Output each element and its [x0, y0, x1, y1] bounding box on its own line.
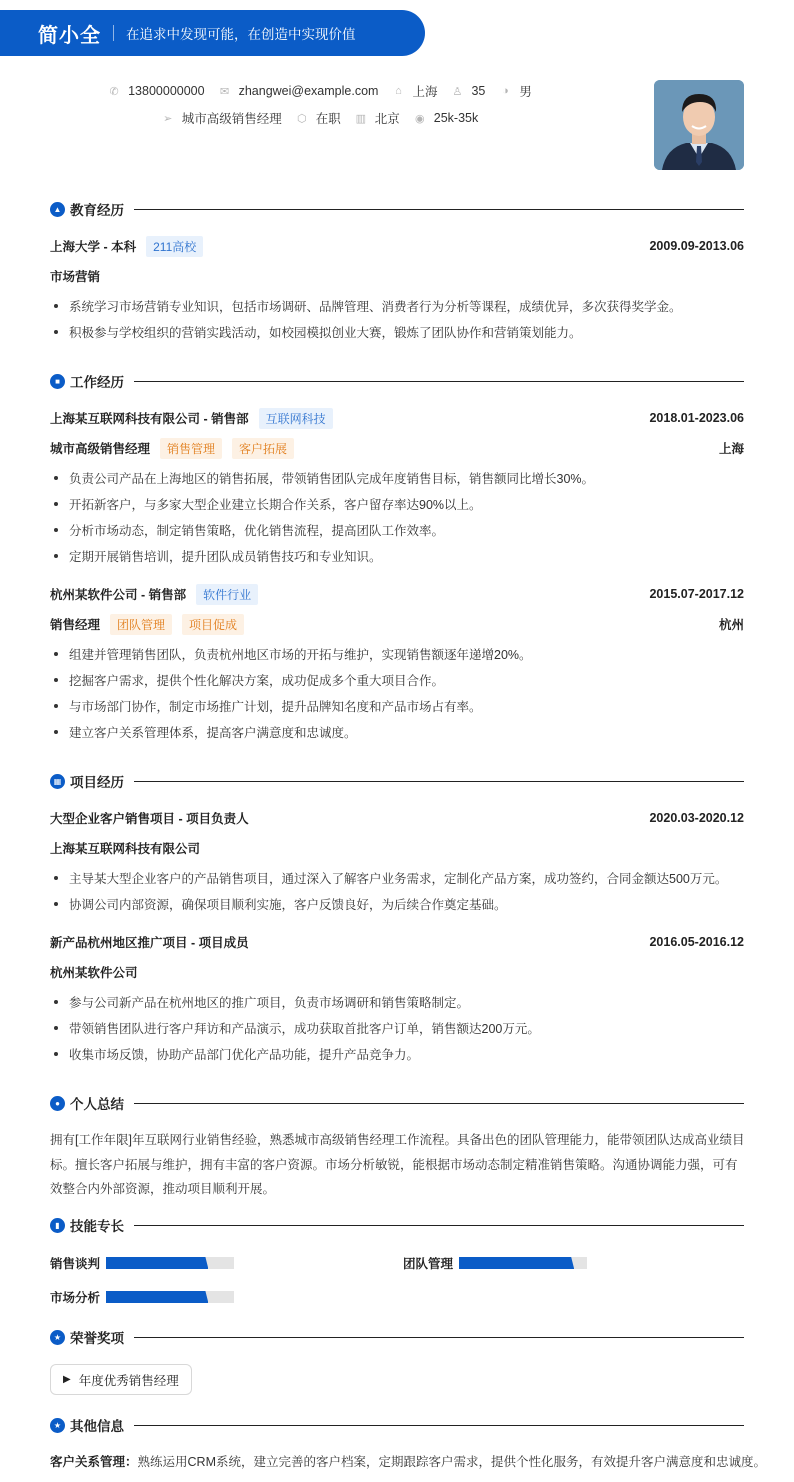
target-city-value: 北京 — [374, 112, 400, 126]
contact-gender — [499, 82, 532, 100]
education-header — [50, 236, 744, 256]
skill-bar-fill — [459, 1257, 574, 1269]
contact-phone — [108, 84, 204, 98]
contact-row-2 — [0, 107, 640, 129]
phone-icon: ✆ — [109, 85, 119, 98]
section-title: 项目经历 — [70, 775, 124, 790]
skill-bar-fill — [106, 1291, 208, 1303]
project-period: 2016.05-2016.12 — [649, 935, 744, 949]
section-divider — [134, 1225, 744, 1226]
age-icon: ♙ — [452, 85, 463, 98]
work-location: 杭州 — [718, 618, 744, 632]
contact-target-city — [355, 109, 400, 127]
skill-tag: 团队管理 — [110, 614, 172, 635]
school-name: 上海大学 - 本科 — [50, 240, 137, 254]
divider — [113, 25, 114, 41]
candidate-name: 简小全 — [38, 24, 101, 47]
gender-value: 男 — [519, 85, 532, 99]
project-company-row — [50, 838, 744, 858]
project-period: 2020.03-2020.12 — [649, 811, 744, 825]
skill-bar-fill — [106, 1257, 208, 1269]
list-item: 与市场部门协作，制定市场推广计划，提升品牌知名度和产品市场占有率。 — [50, 696, 744, 716]
contact-city — [392, 82, 437, 100]
skill-tag: 项目促成 — [182, 614, 244, 635]
company-name: 杭州某软件公司 - 销售部 — [50, 588, 187, 602]
skill-tag: 销售管理 — [160, 438, 222, 459]
list-item: 系统学习市场营销专业知识，包括市场调研、品牌管理、消费者行为分析等课程，成绩优异，多次获得奖学金。 — [50, 296, 744, 316]
work-header — [50, 408, 744, 428]
list-item: 建立客户关系管理体系，提高客户满意度和忠诚度。 — [50, 722, 744, 742]
section-awards — [50, 1327, 744, 1347]
contact-row-1 — [0, 80, 640, 102]
section-title: 教育经历 — [70, 203, 124, 218]
list-item: 参与公司新产品在杭州地区的推广项目，负责市场调研和销售策略制定。 — [50, 992, 744, 1012]
skill-item — [50, 1253, 234, 1273]
avatar-portrait — [654, 80, 744, 170]
other-info — [50, 1452, 766, 1470]
info-star-icon: ★ — [50, 1418, 65, 1433]
section-divider — [134, 781, 744, 782]
contact-info — [0, 80, 640, 134]
project-company: 杭州某软件公司 — [50, 966, 138, 980]
status-value: 在职 — [315, 112, 341, 126]
briefcase-icon: ■ — [50, 374, 65, 389]
skill-bar — [106, 1257, 234, 1269]
section-title: 荣誉奖项 — [70, 1331, 124, 1346]
age-value: 35 — [471, 84, 486, 98]
home-icon: ⌂ — [395, 85, 402, 97]
section-work — [50, 371, 744, 391]
work-header — [50, 584, 744, 604]
skill-name: 团队管理 — [403, 1257, 454, 1271]
company-name: 上海某互联网科技有限公司 - 销售部 — [50, 412, 249, 426]
section-skills — [50, 1215, 744, 1235]
project-grid-icon: ▦ — [50, 774, 65, 789]
project-name: 新产品杭州地区推广项目 - 项目成员 — [50, 936, 249, 950]
list-item: 组建并管理销售团队，负责杭州地区市场的开拓与维护，实现销售额逐年递增20%。 — [50, 644, 744, 664]
motto: 在追求中发现可能，在创造中实现价值 — [126, 27, 356, 42]
project-company: 上海某互联网科技有限公司 — [50, 842, 201, 856]
work-location: 上海 — [718, 442, 744, 456]
project-name: 大型企业客户销售项目 - 项目负责人 — [50, 812, 249, 826]
school-tag: 211高校 — [146, 236, 203, 257]
job-title: 销售经理 — [50, 618, 101, 632]
section-divider — [134, 1337, 744, 1338]
bar-chart-icon: ▮ — [50, 1218, 65, 1233]
contact-age — [451, 84, 485, 98]
list-item: 带领销售团队进行客户拜访和产品演示，成功获取首批客户订单，销售额达200万元。 — [50, 1018, 744, 1038]
skill-item — [403, 1253, 587, 1273]
award-item — [50, 1364, 192, 1395]
industry-tag: 软件行业 — [196, 584, 258, 605]
summary-text: 拥有[工作年限]年互联网行业销售经验，熟悉城市高级销售经理工作流程。具备出色的团队管理能力，能带领团队达成高业绩目标。擅长客户拓展与维护，拥有丰富的客户资源。市场分析敏锐，能根据市场动态制定精准销售策略。沟通协调能力强，可有效整合内外部资源，推动项目顺利开展。 — [50, 1133, 745, 1196]
major: 市场营销 — [50, 270, 101, 284]
project-company-row — [50, 962, 744, 982]
send-icon: ➢ — [163, 112, 173, 125]
list-item: 定期开展销售培训，提升团队成员销售技巧和专业知识。 — [50, 546, 744, 566]
contact-status — [296, 109, 341, 127]
contact-salary — [414, 111, 478, 125]
skill-name: 市场分析 — [50, 1291, 101, 1305]
project-header — [50, 808, 744, 828]
skill-tag: 客户拓展 — [232, 438, 294, 459]
other-label: 客户关系管理： — [50, 1455, 138, 1469]
list-item: 协调公司内部资源，确保项目顺利实施，客户反馈良好，为后续合作奠定基础。 — [50, 894, 744, 914]
salary-icon: ◉ — [414, 112, 425, 125]
user-icon: ● — [50, 1096, 65, 1111]
section-title: 其他信息 — [70, 1419, 124, 1434]
education-period: 2009.09-2013.06 — [649, 239, 744, 253]
email-value: zhangwei@example.com — [238, 84, 379, 98]
work-period: 2015.07-2017.12 — [649, 587, 744, 601]
phone-value: 13800000000 — [128, 84, 205, 98]
triangle-right-icon: ▶ — [63, 1374, 71, 1385]
section-summary — [50, 1093, 744, 1113]
work-title-row — [50, 438, 744, 458]
award-label: 年度优秀销售经理 — [78, 1373, 179, 1388]
skill-bar — [459, 1257, 587, 1269]
education-major-row — [50, 266, 744, 286]
industry-tag: 互联网科技 — [259, 408, 333, 429]
graduation-cap-icon: ▲ — [50, 202, 65, 217]
list-item: 挖掘客户需求，提供个性化解决方案，成功促成多个重大项目合作。 — [50, 670, 744, 690]
section-title: 技能专长 — [70, 1219, 124, 1234]
section-title: 个人总结 — [70, 1097, 124, 1112]
list-item: 主导某大型企业客户的产品销售项目，通过深入了解客户业务需求，定制化产品方案，成功签约，合同金额达500万元。 — [50, 868, 744, 888]
section-divider — [134, 209, 744, 210]
city-value: 上海 — [412, 85, 438, 99]
contact-position — [162, 109, 282, 127]
work-title-row — [50, 614, 744, 634]
job-title: 城市高级销售经理 — [50, 442, 151, 456]
section-divider — [134, 1103, 744, 1104]
other-text: 熟练运用CRM系统，建立完善的客户档案，定期跟踪客户需求，提供个性化服务，有效提升客户满意度和忠诚度。 — [137, 1455, 766, 1469]
skill-bar — [106, 1291, 234, 1303]
header-banner — [0, 10, 425, 56]
skill-name: 销售谈判 — [50, 1257, 101, 1271]
building-icon: ▥ — [355, 112, 366, 125]
section-divider — [134, 1425, 744, 1426]
section-projects — [50, 771, 744, 791]
position-value: 城市高级销售经理 — [181, 112, 282, 126]
list-item: 收集市场反馈，协助产品部门优化产品功能，提升产品竞争力。 — [50, 1044, 744, 1064]
list-item: 开拓新客户，与多家大型企业建立长期合作关系，客户留存率达90%以上。 — [50, 494, 744, 514]
list-item: 分析市场动态，制定销售策略，优化销售流程，提高团队工作效率。 — [50, 520, 744, 540]
project-header — [50, 932, 744, 952]
section-title: 工作经历 — [70, 375, 124, 390]
list-item: 负责公司产品在上海地区的销售拓展，带领销售团队完成年度销售目标，销售额同比增长30%。 — [50, 468, 744, 488]
award-icon: ★ — [50, 1330, 65, 1345]
section-education — [50, 199, 744, 219]
profile-photo — [654, 80, 744, 170]
section-divider — [134, 381, 744, 382]
mail-icon: ✉ — [219, 85, 230, 98]
work-period: 2018.01-2023.06 — [649, 411, 744, 425]
contact-email — [219, 84, 379, 98]
gender-icon: ◑ — [502, 85, 509, 97]
skill-item — [50, 1287, 234, 1307]
section-other — [50, 1415, 744, 1435]
status-icon: ⬡ — [296, 112, 307, 125]
list-item: 积极参与学校组织的营销实践活动，如校园模拟创业大赛，锻炼了团队协作和营销策划能力。 — [50, 322, 744, 342]
salary-value: 25k-35k — [433, 111, 479, 125]
